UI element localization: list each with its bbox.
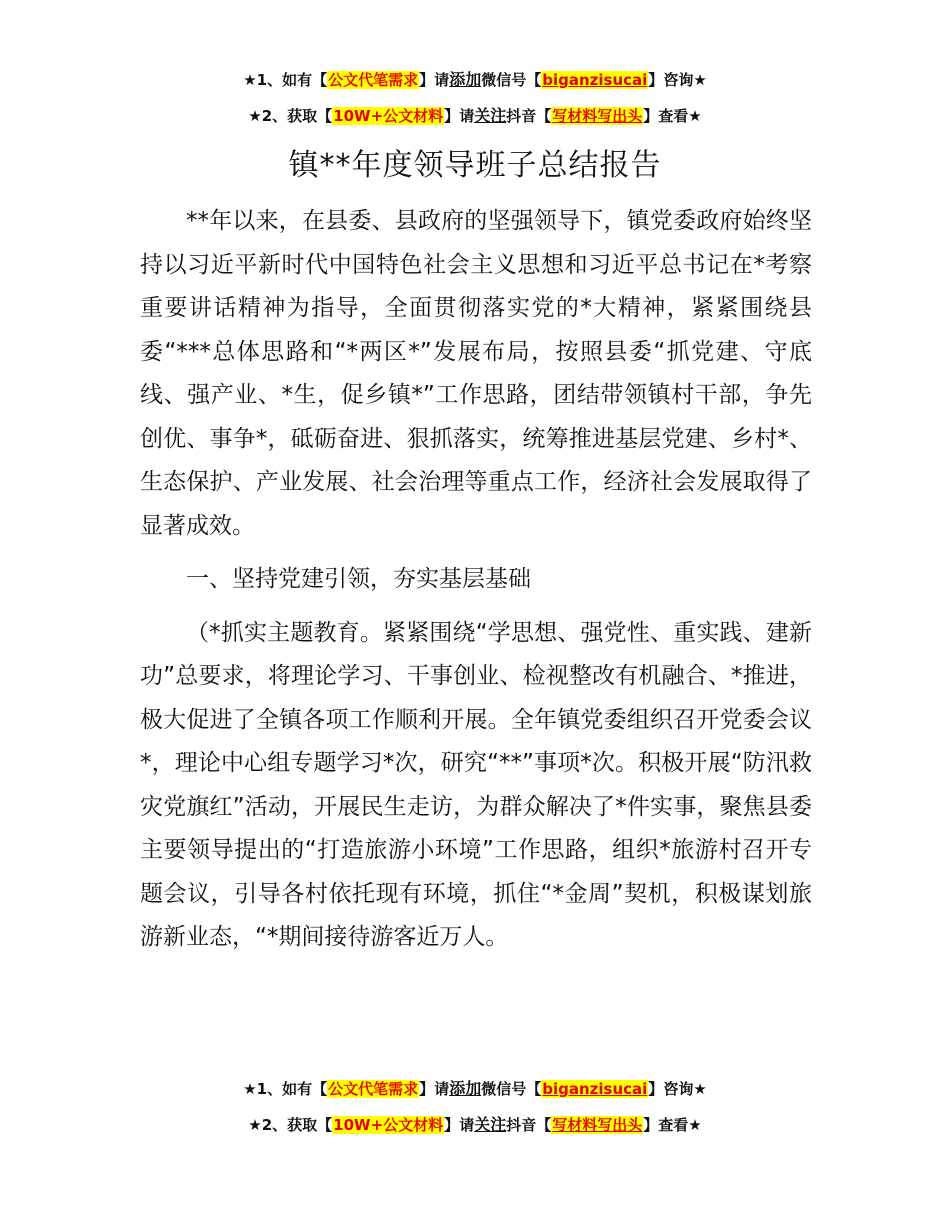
promo-highlight-materials: 10W+公文材料: [333, 107, 444, 125]
promo-wechat-id-link[interactable]: biganzisucai: [542, 71, 648, 89]
promo-banner-bottom: [0, 1071, 950, 1143]
section-heading-1: 一、坚持党建引领，夯实基层基础: [186, 566, 531, 592]
promo-douyin-account-link[interactable]: 写材料写出头: [552, 107, 643, 125]
paragraph-intro: **年以来，在县委、县政府的坚强领导下，镇党委政府始终坚持以习近平新时代中国特色社会主义思想和习近平总书记在*考察重要讲话精神为指导，全面贯彻落实党的*大精神，紧紧围绕县委“***总体思路和“*两区*”发展布局，按照县委“抓党建、守底线、强产业、*生，促乡镇*”工作思路，团结带领镇村干部，争先创优、事争*，砥砺奋进、狠抓落实，统筹推进基层党建、乡村*、生态保护、产业发展、社会治理等重点工作，经济社会发展取得了显著成效。: [140, 208, 812, 539]
promo-line-1: ★1、如有【公文代笔需求】请添加微信号【biganzisucai】咨询★: [243, 70, 707, 89]
promo-emphasis-add: 添加: [449, 70, 482, 89]
promo-wechat-id-link-bottom[interactable]: biganzisucai: [542, 1080, 648, 1098]
promo-line-1-bottom: ★1、如有【公文代笔需求】请添加微信号【biganzisucai】咨询★: [243, 1079, 707, 1098]
promo-highlight-materials-bottom: 10W+公文材料: [333, 1116, 444, 1134]
promo-douyin-account-link-bottom[interactable]: 写材料写出头: [552, 1116, 643, 1134]
promo-emphasis-follow: 关注: [474, 106, 507, 125]
document-body: [140, 200, 812, 960]
promo-highlight-service-bottom: 公文代笔需求: [328, 1080, 419, 1098]
promo-highlight-service: 公文代笔需求: [328, 71, 419, 89]
promo-emphasis-add-bottom: 添加: [449, 1079, 482, 1098]
document-title: 镇**年度领导班子总结报告: [288, 148, 662, 183]
paragraph-theme-education: （*抓实主题教育。紧紧围绕“学思想、强党性、重实践、建新功”总要求，将理论学习、干事创业、检视整改有机融合、*推进，极大促进了全镇各项工作顺利开展。全年镇党委组织召开党委会议*，理论中心组专题学习*次，研究“**”事项*次。积极开展“防汛救灾党旗红”活动，开展民生走访，为群众解决了*件实事，聚焦县委主要领导提出的“打造旅游小环境”工作思路，组织*旅游村召开专题会议，引导各村依托现有环境，抓住“*金周”契机，积极谋划旅游新业态，“*期间接待游客近万人。: [140, 619, 812, 950]
promo-banner-top: [0, 62, 950, 134]
promo-line-2: ★2、获取【10W+公文材料】请关注抖音【写材料写出头】查看★: [248, 106, 702, 125]
promo-emphasis-follow-bottom: 关注: [474, 1115, 507, 1134]
promo-line-2-bottom: ★2、获取【10W+公文材料】请关注抖音【写材料写出头】查看★: [248, 1115, 702, 1134]
